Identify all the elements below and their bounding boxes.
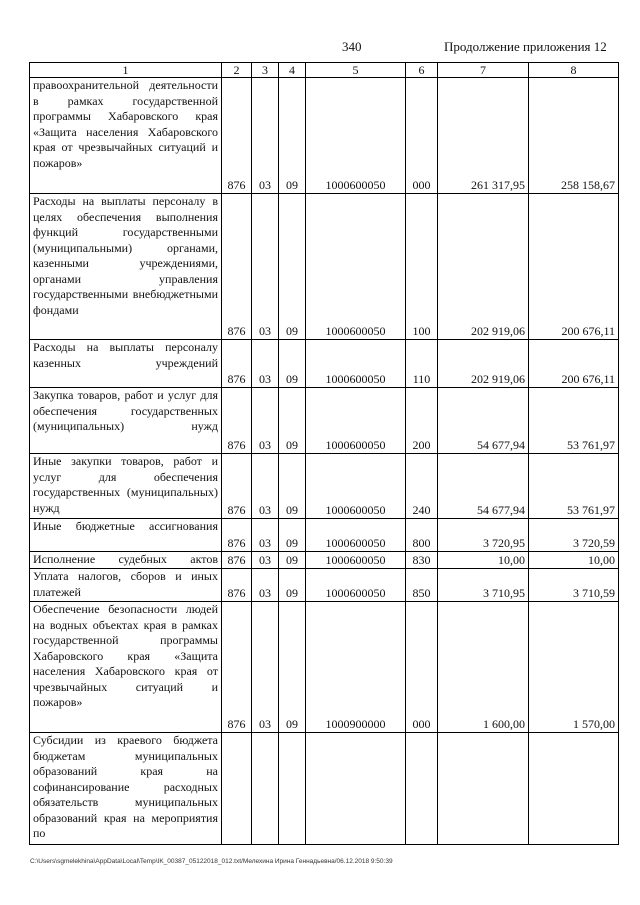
- planned-amount: 1 600,00: [438, 602, 529, 733]
- subsection-code: 09: [279, 569, 306, 602]
- executed-amount: 200 676,11: [529, 340, 619, 388]
- column-header: 1: [30, 63, 222, 78]
- section-code: 03: [252, 552, 279, 569]
- subsection-code: 09: [279, 454, 306, 519]
- column-header: 7: [438, 63, 529, 78]
- target-article-code: 1000600050: [306, 552, 406, 569]
- target-article-code: 1000600050: [306, 194, 406, 340]
- target-article-code: 1000600050: [306, 340, 406, 388]
- expense-description: Субсидии из краевого бюджета бюджетам муниципальных образований края на софинансирование расходных обязательств муниципальных образований края на мероприятия по: [30, 733, 222, 845]
- section-code: 03: [252, 388, 279, 454]
- table-row: [30, 552, 619, 569]
- target-article-code: 1000600050: [306, 519, 406, 552]
- executed-amount: [529, 733, 619, 845]
- executed-amount: 258 158,67: [529, 78, 619, 194]
- executed-amount: 3 710,59: [529, 569, 619, 602]
- ministry-code: 876: [222, 454, 252, 519]
- expense-description: Закупка товаров, работ и услуг для обеспечения государственных (муниципальных) нужд: [30, 388, 222, 454]
- section-code: [252, 733, 279, 845]
- table-row: [30, 519, 619, 552]
- section-code: 03: [252, 519, 279, 552]
- subsection-code: 09: [279, 602, 306, 733]
- section-code: 03: [252, 454, 279, 519]
- expense-description: Обеспечение безопасности людей на водных объектах края в рамках государственной программы Хабаровского края «Защита населения Хабаровского края от чрезвычайных ситуаций и пожаров»: [30, 602, 222, 733]
- planned-amount: 54 677,94: [438, 388, 529, 454]
- planned-amount: [438, 733, 529, 845]
- ministry-code: 876: [222, 569, 252, 602]
- planned-amount: 261 317,95: [438, 78, 529, 194]
- table-row: [30, 194, 619, 340]
- target-article-code: 1000600050: [306, 78, 406, 194]
- executed-amount: 53 761,97: [529, 454, 619, 519]
- column-number-row: [30, 63, 619, 78]
- subsection-code: 09: [279, 552, 306, 569]
- section-code: 03: [252, 78, 279, 194]
- appendix-continuation-label: Продолжение приложения 12: [444, 39, 607, 54]
- section-code: 03: [252, 602, 279, 733]
- page-number: 340: [342, 39, 362, 54]
- expense-description: Расходы на выплаты персоналу в целях обеспечения выполнения функций государственными (муниципальными) органами, казенными учреждениями, органами управления государственными внебюджетными фондами: [30, 194, 222, 340]
- expense-description: Иные закупки товаров, работ и услуг для обеспечения государственных (муниципальных) нужд: [30, 454, 222, 519]
- executed-amount: 200 676,11: [529, 194, 619, 340]
- expense-description: Иные бюджетные ассигнования: [30, 519, 222, 552]
- expense-description: Расходы на выплаты персоналу казенных учреждений: [30, 340, 222, 388]
- column-header: 2: [222, 63, 252, 78]
- ministry-code: 876: [222, 602, 252, 733]
- table-row: [30, 78, 619, 194]
- planned-amount: 202 919,06: [438, 340, 529, 388]
- budget-table: [29, 62, 619, 845]
- ministry-code: 876: [222, 340, 252, 388]
- section-code: 03: [252, 194, 279, 340]
- subsection-code: 09: [279, 519, 306, 552]
- expense-description: Уплата налогов, сборов и иных платежей: [30, 569, 222, 602]
- target-article-code: 1000600050: [306, 569, 406, 602]
- executed-amount: 3 720,59: [529, 519, 619, 552]
- executed-amount: 10,00: [529, 552, 619, 569]
- expense-type-code: 000: [406, 602, 438, 733]
- expense-type-code: 800: [406, 519, 438, 552]
- expense-type-code: 830: [406, 552, 438, 569]
- ministry-code: 876: [222, 388, 252, 454]
- ministry-code: 876: [222, 78, 252, 194]
- expense-description: Исполнение судебных актов: [30, 552, 222, 569]
- table-row: [30, 340, 619, 388]
- section-code: 03: [252, 340, 279, 388]
- subsection-code: 09: [279, 340, 306, 388]
- planned-amount: 10,00: [438, 552, 529, 569]
- expense-type-code: 000: [406, 78, 438, 194]
- expense-type-code: 850: [406, 569, 438, 602]
- target-article-code: 1000600050: [306, 454, 406, 519]
- column-header: 6: [406, 63, 438, 78]
- column-header: 5: [306, 63, 406, 78]
- planned-amount: 202 919,06: [438, 194, 529, 340]
- expense-type-code: 240: [406, 454, 438, 519]
- expense-type-code: 200: [406, 388, 438, 454]
- table-row: [30, 454, 619, 519]
- file-path-footer: C:\Users\sgmelekhina\AppData\Local\Temp\IK_00387_05122018_012.txt/Мелехина Ирина Геннадьевна/06.12.2018 9:50:39: [30, 858, 393, 865]
- executed-amount: 1 570,00: [529, 602, 619, 733]
- column-header: 8: [529, 63, 619, 78]
- planned-amount: 3 710,95: [438, 569, 529, 602]
- table-row: [30, 569, 619, 602]
- subsection-code: 09: [279, 388, 306, 454]
- planned-amount: 3 720,95: [438, 519, 529, 552]
- table-row: [30, 602, 619, 733]
- ministry-code: 876: [222, 194, 252, 340]
- column-header: 4: [279, 63, 306, 78]
- expense-type-code: [406, 733, 438, 845]
- subsection-code: 09: [279, 78, 306, 194]
- section-code: 03: [252, 569, 279, 602]
- expense-type-code: 100: [406, 194, 438, 340]
- ministry-code: 876: [222, 552, 252, 569]
- subsection-code: 09: [279, 194, 306, 340]
- expense-type-code: 110: [406, 340, 438, 388]
- expense-description: правоохранительной деятельности в рамках государственной программы Хабаровского края «Защита населения Хабаровского края от чрезвычайных ситуаций и пожаров»: [30, 78, 222, 194]
- subsection-code: [279, 733, 306, 845]
- ministry-code: [222, 733, 252, 845]
- target-article-code: 1000900000: [306, 602, 406, 733]
- target-article-code: 1000600050: [306, 388, 406, 454]
- table-row: [30, 388, 619, 454]
- target-article-code: [306, 733, 406, 845]
- planned-amount: 54 677,94: [438, 454, 529, 519]
- column-header: 3: [252, 63, 279, 78]
- executed-amount: 53 761,97: [529, 388, 619, 454]
- table-row: [30, 733, 619, 845]
- ministry-code: 876: [222, 519, 252, 552]
